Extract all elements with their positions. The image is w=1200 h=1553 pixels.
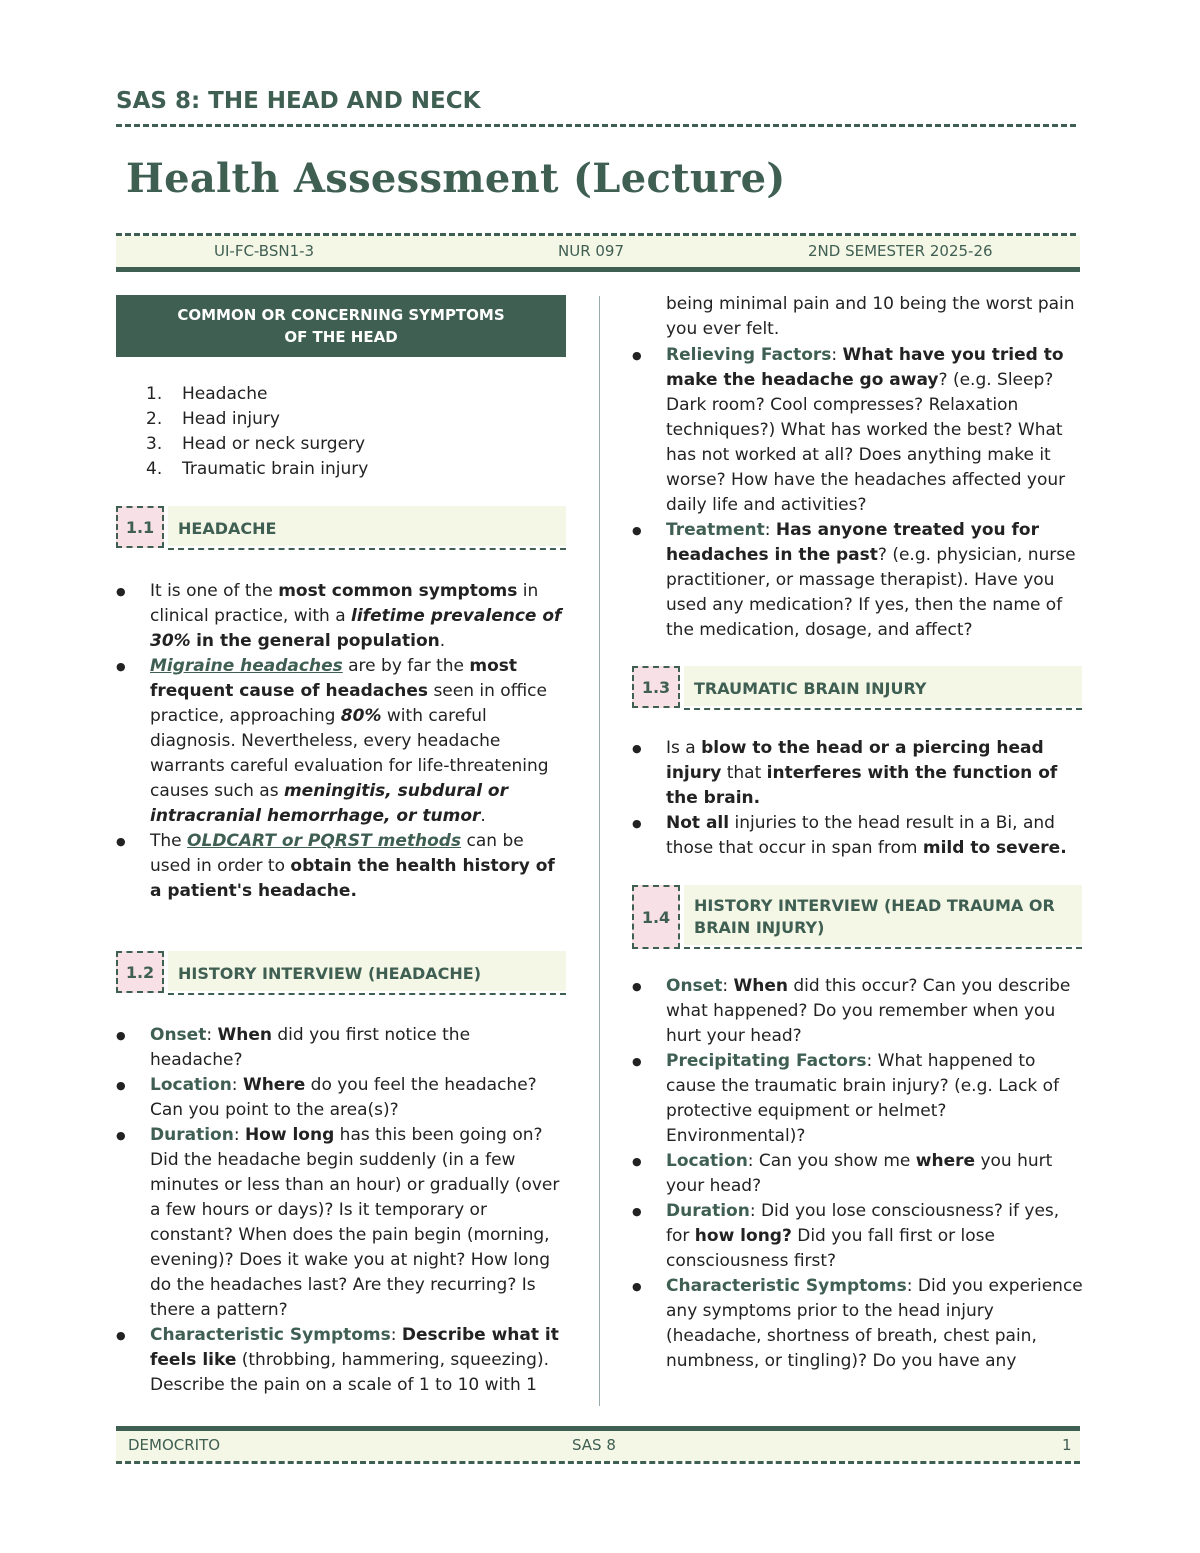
list-item: ● Onset: When did this occur? Can you describe what happened? Do you remember when you hurt your head?	[632, 974, 1084, 1049]
list-item: ● Characteristic Symptoms: Describe what it feels like (throbbing, hammering, squeezing). Describe the pain on a scale of 1 to 10 with 1	[116, 1323, 566, 1398]
list-item: 2. Head injury	[146, 409, 280, 429]
course-code: NUR 097	[558, 242, 625, 260]
divider	[116, 1461, 1080, 1464]
headache-interview-list	[116, 1023, 566, 1398]
list-item: 1. Headache	[146, 384, 268, 404]
sas-heading: SAS 8: THE HEAD AND NECK	[116, 88, 481, 114]
list-item: ● Precipitating Factors: What happened to cause the traumatic brain injury? (e.g. Lack of protective equipment or helmet? Environmental)?	[632, 1049, 1084, 1149]
migraine-link[interactable]: Migraine headaches	[150, 656, 343, 676]
section-header-1-4	[632, 885, 1082, 951]
headache-interview-list-cont	[632, 343, 1082, 643]
oldcart-link[interactable]: OLDCART or PQRST methods	[187, 831, 462, 851]
section-title: HEADACHE	[178, 519, 277, 538]
list-item: ● Duration: Did you lose consciousness? if yes, for how long? Did you fall first or lose consciousness first?	[632, 1199, 1084, 1274]
section-header-1-1	[116, 506, 566, 552]
page-title: Health Assessment (Lecture)	[126, 155, 786, 202]
section-header-1-3	[632, 666, 1082, 712]
tbi-list	[632, 736, 1084, 861]
list-item: ● The OLDCART or PQRST methods can be used in order to obtain the health history of a patient's headache.	[116, 829, 566, 904]
list-item: 3. Head or neck surgery	[146, 434, 366, 454]
column-divider	[599, 296, 600, 1406]
symptom-list	[146, 382, 368, 482]
page-number: 1	[1062, 1436, 1072, 1454]
list-item: ● Treatment: Has anyone treated you for headaches in the past? (e.g. physician, nurse practitioner, or massage therapist). Have you used any medication? If yes, then the name of the medication, dosage, and affect?	[632, 518, 1082, 643]
symptoms-heading	[116, 295, 566, 357]
list-item: ● It is one of the most common symptoms in clinical practice, with a lifetime prevalence of 30% in the general population.	[116, 579, 566, 654]
list-item: ● Onset: When did you first notice the headache?	[116, 1023, 566, 1073]
section-title: HISTORY INTERVIEW (HEADACHE)	[178, 964, 482, 983]
list-item: 4. Traumatic brain injury	[146, 459, 369, 479]
list-item: ● Relieving Factors: What have you tried to make the headache go away? (e.g. Sleep? Dark room? Cool compresses? Relaxation techniques?) What has worked the best? What has not worked at all? Does anything make it worse? How have the headaches affected your daily life and activities?	[632, 343, 1082, 518]
list-item: ● Migraine headaches are by far the most frequent cause of headaches seen in office practice, approaching 80% with careful diagnosis. Nevertheless, every headache warrants careful evaluation for life-threatening causes such as meningitis, subdural or intracranial hemorrhage, or tumor.	[116, 654, 566, 829]
head-trauma-interview-list	[632, 974, 1084, 1374]
divider	[116, 124, 1076, 127]
list-item: ● Location: Can you show me where you hurt your head?	[632, 1149, 1084, 1199]
section-number: 1.1	[116, 506, 164, 548]
continued-text: being minimal pain and 10 being the worst pain you ever felt.	[666, 294, 1075, 339]
section-header-1-2	[116, 951, 566, 997]
list-item: ● Characteristic Symptoms: Did you experience any symptoms prior to the head injury (headache, shortness of breath, chest pain, numbness, or tingling)? Do you have any	[632, 1274, 1084, 1374]
list-item: ● Not all injuries to the head result in a Bi, and those that occur in span from mild to severe.	[632, 811, 1084, 861]
section-number: 1.3	[632, 666, 680, 708]
section-title: TRAUMATIC BRAIN INJURY	[694, 679, 927, 698]
footer-author: DEMOCRITO	[128, 1436, 221, 1454]
section-number: 1.2	[116, 951, 164, 993]
section-number: 1.4	[632, 885, 680, 949]
footer-doc: SAS 8	[572, 1436, 616, 1454]
section-code: UI-FC-BSN1-3	[214, 242, 315, 260]
symptoms-heading-line: OF THE HEAD	[284, 328, 398, 346]
list-item: ● Is a blow to the head or a piercing head injury that interferes with the function of the brain.	[632, 736, 1084, 811]
headache-list	[116, 579, 566, 904]
list-item: ● Location: Where do you feel the headache? Can you point to the area(s)?	[116, 1073, 566, 1123]
divider	[116, 267, 1080, 272]
list-item: ● Duration: How long has this been going on? Did the headache begin suddenly (in a few minutes or less than an hour) or gradually (over a few hours or days)? Is it temporary or constant? When does the pain begin (morning, evening)? Does it wake you at night? How long do the headaches last? Are they recurring? Is there a pattern?	[116, 1123, 566, 1323]
symptoms-heading-line: COMMON OR CONCERNING SYMPTOMS	[177, 306, 505, 324]
semester: 2ND SEMESTER 2025-26	[808, 242, 993, 260]
section-title: HISTORY INTERVIEW (HEAD TRAUMA OR BRAIN INJURY)	[694, 896, 1055, 937]
